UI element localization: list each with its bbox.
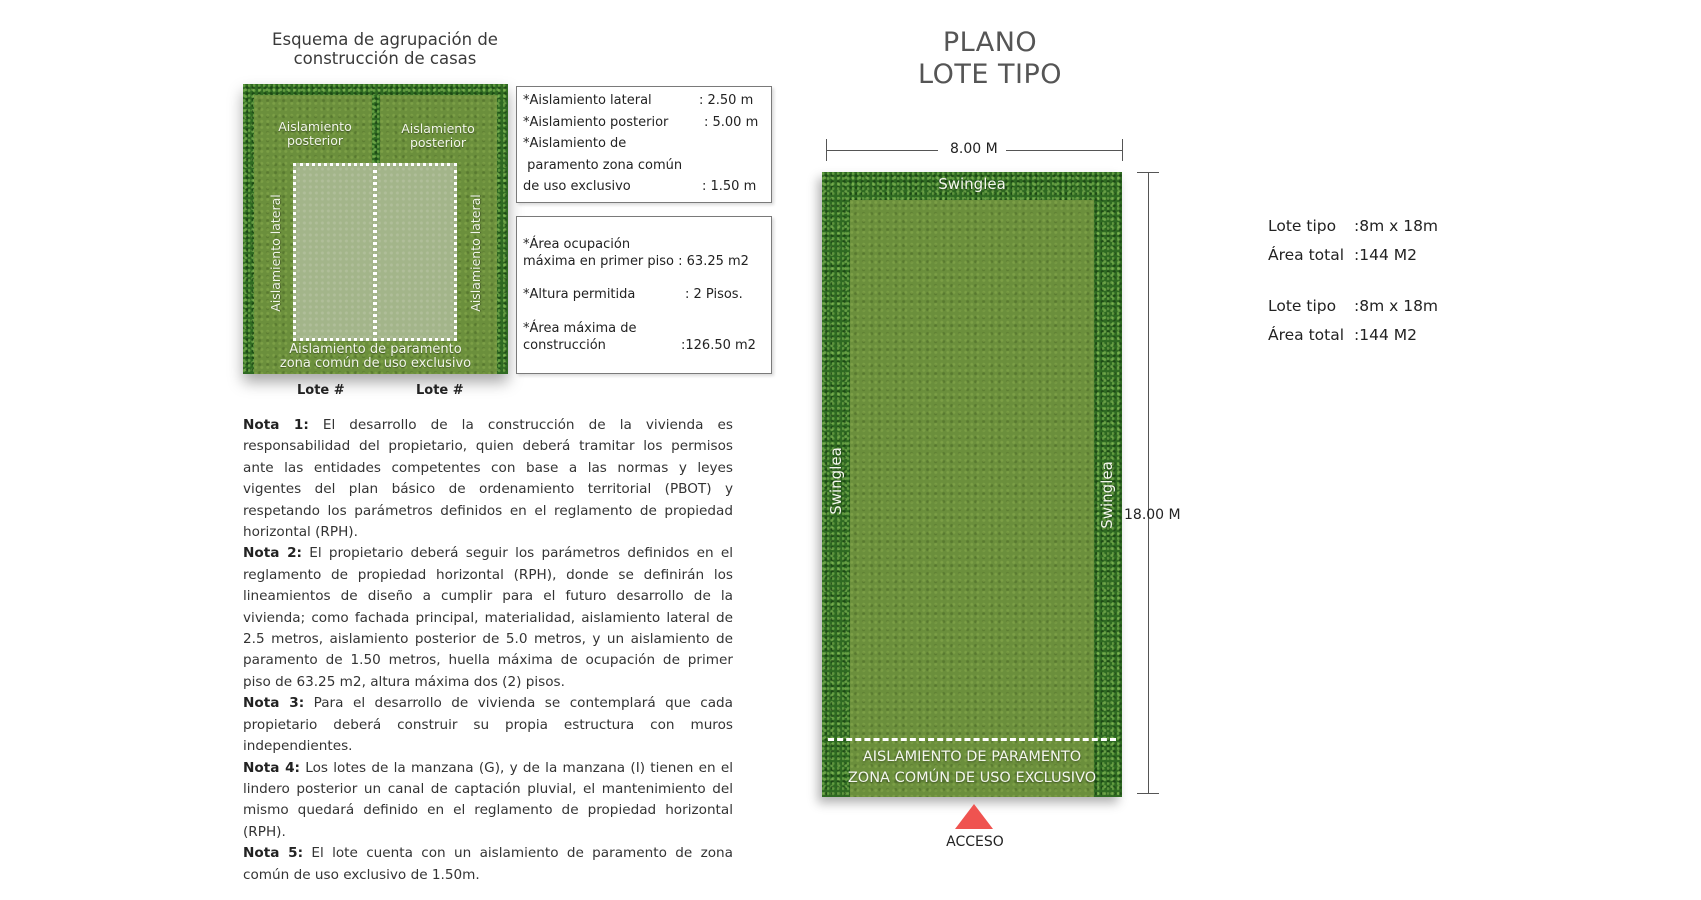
- max-area-label-1: *Área máxima de: [523, 321, 637, 336]
- note-5: [243, 843, 733, 886]
- note-title: Nota 5:: [243, 845, 304, 862]
- row-posterior-label: *Aislamiento posterior: [523, 115, 669, 130]
- note-3: [243, 693, 733, 757]
- label-text: Aislamiento de paramento: [289, 342, 462, 357]
- height-label: *Altura permitida: [523, 287, 636, 302]
- dimension-tick: [1137, 793, 1159, 794]
- schema-title-line1: Esquema de agrupación de: [272, 30, 498, 49]
- summary-key: Lote tipo: [1268, 217, 1337, 235]
- label-posterior-left: [265, 120, 365, 148]
- front-zone-line1: AISLAMIENTO DE PARAMENTO: [862, 749, 1082, 765]
- summary-block-1: [1268, 212, 1438, 269]
- summary-key: Lote tipo: [1268, 297, 1337, 315]
- summary-value: :144 M2: [1354, 245, 1417, 264]
- row-lateral-label: *Aislamiento lateral: [523, 93, 652, 108]
- area-box: [516, 216, 772, 374]
- setbacks-box: [516, 86, 772, 203]
- length-dimension: [1137, 172, 1159, 794]
- summary-value: :8m x 18m: [1354, 217, 1439, 235]
- note-1: [243, 415, 733, 543]
- note-text: Para el desarrollo de vivienda se contemplará que cada propietario deberá construir su propia estructura con muros independientes.: [243, 695, 734, 755]
- row-paramento-label-1: *Aislamiento de: [523, 136, 627, 151]
- schema-title: [240, 30, 530, 68]
- note-text: El lote cuenta con un aislamiento de paramento de zona común de uso exclusivo de 1.50m.: [243, 845, 733, 883]
- paramento-dashed-line: [828, 738, 1116, 741]
- front-zone-label: [822, 747, 1122, 789]
- lot-lawn: [850, 200, 1094, 797]
- grouping-schema-diagram: [243, 84, 508, 374]
- hedge-label-right: Swinglea: [1098, 461, 1116, 529]
- label-text: posterior: [286, 133, 344, 148]
- note-title: Nota 3:: [243, 695, 305, 712]
- front-zone-line2: ZONA COMÚN DE USO EXCLUSIVO: [847, 770, 1097, 786]
- note-text: El desarrollo de la construcción de la vivienda es responsabilidad del propietario, quien deberá tramitar los permisos ante las entidades competentes con base a las normas y leyes vigentes del plan básico de ordenamiento territorial (PBOT) y respetando los parámetros definidos en el reglamento de propiedad horizontal (RPH).: [243, 417, 733, 541]
- access-arrow-icon: [955, 804, 993, 829]
- occupation-label-2: máxima en primer piso : 63.25 m2: [523, 254, 749, 269]
- dimension-line: [1006, 150, 1123, 151]
- plano-title-line2: LOTE TIPO: [918, 59, 1062, 90]
- length-dimension-label: 18.00 M: [1124, 507, 1181, 523]
- label-text: Aislamiento: [278, 119, 352, 134]
- occupation-label-1: *Área ocupación: [523, 237, 631, 252]
- row-paramento-label-2: paramento zona común: [523, 158, 683, 173]
- label-text: Aislamiento: [401, 121, 475, 136]
- hedge-label-left: Swinglea: [827, 447, 845, 515]
- summary-lote-row: [1268, 212, 1438, 241]
- house-footprint-right: [374, 163, 457, 341]
- row-lateral-value: : 2.50 m: [699, 93, 754, 108]
- width-dimension: [826, 139, 1123, 161]
- height-value: : 2 Pisos.: [685, 287, 743, 302]
- note-4: [243, 758, 733, 844]
- summary-block-2: [1268, 292, 1438, 349]
- width-dimension-label: 8.00 M: [950, 141, 998, 157]
- max-area-label-2: construcción: [523, 338, 606, 353]
- summary-key: Área total: [1268, 245, 1345, 264]
- label-text: zona común de uso exclusivo: [279, 356, 472, 371]
- note-2: [243, 543, 733, 693]
- note-text: Los lotes de la manzana (G), y de la manzana (I) tienen en el lindero posterior un canal de captación pluvial, el mantenimiento del mismo quedará definido en el reglamento de propiedad horizontal (RPH).: [243, 759, 733, 840]
- label-text: posterior: [409, 135, 467, 150]
- note-title: Nota 1:: [243, 417, 309, 433]
- summary-value: :8m x 18m: [1354, 297, 1439, 315]
- row-paramento-value: : 1.50 m: [702, 179, 757, 194]
- note-title: Nota 4:: [243, 759, 300, 776]
- summary-area-row: [1268, 321, 1438, 350]
- summary-lote-row: [1268, 292, 1438, 321]
- label-lateral-right: Aislamiento lateral: [468, 194, 483, 312]
- row-paramento-label-3: de uso exclusivo: [523, 179, 631, 194]
- hedge-label-top: Swinglea: [938, 175, 1006, 193]
- summary-area-row: [1268, 241, 1438, 270]
- dimension-tick: [1122, 139, 1123, 161]
- row-posterior-value: : 5.00 m: [704, 115, 759, 130]
- dimension-line: [1148, 172, 1149, 794]
- note-text: El propietario deberá seguir los parámetros definidos en el reglamento de propiedad horizontal (RPH), donde se definirán los lineamientos de diseño a cumplir para el futuro desarrollo de la vivienda; como fachada principal, materialidad, aislamiento lateral de 2.5 metros, aislamiento posterior de 5.0 metros, y un aislamiento de paramento de 1.50 metros, huella máxima de ocupación de primer piso de 63.25 m2, altura máxima dos (2) pisos.: [243, 545, 733, 690]
- lot-label-left: Lote #: [297, 383, 345, 398]
- label-paramento: [253, 343, 498, 371]
- dimension-line: [826, 150, 938, 151]
- access-label: ACCESO: [946, 834, 1004, 850]
- plano-title-line1: PLANO: [942, 27, 1038, 58]
- notes-section: [243, 415, 733, 886]
- note-title: Nota 2:: [243, 545, 302, 562]
- summary-key: Área total: [1268, 325, 1345, 344]
- label-lateral-left: Aislamiento lateral: [268, 194, 283, 312]
- lot-plan: [822, 172, 1122, 797]
- lot-label-right: Lote #: [416, 383, 464, 398]
- plano-title: [890, 27, 1090, 91]
- summary-value: :144 M2: [1354, 325, 1417, 344]
- house-footprint-left: [293, 163, 376, 341]
- max-area-value: :126.50 m2: [681, 338, 756, 353]
- label-posterior-right: [388, 122, 488, 150]
- schema-title-line2: construcción de casas: [293, 49, 477, 68]
